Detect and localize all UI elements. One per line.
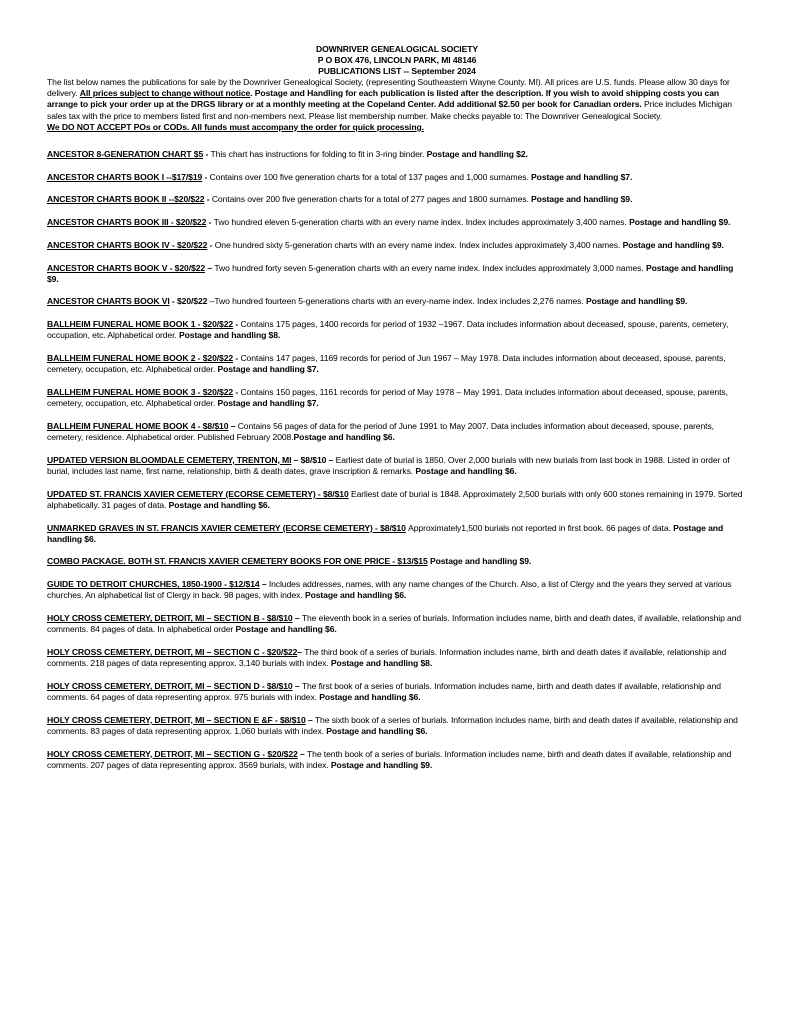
document-page: [47, 44, 747, 783]
intro-shipping-notice: . Postage and Handling for each publication is listed after the description. If you wish to avoid shipping costs you can arrange to pick your order up at the DRGS library or at a monthly meeting at the Copeland Center. Add additional $2.50 per book for Canadian orders.: [47, 88, 720, 110]
publication-price-separator: -: [233, 319, 241, 330]
publication-title: ANCESTOR 8-GENERATION CHART $5: [47, 149, 204, 160]
publication-title: HOLY CROSS CEMETERY, DETROIT, MI – SECTION B - $8/$10: [47, 613, 293, 624]
publication-description: One hundred sixty 5-generation charts with an every name index. Index includes approximately 3,400 names.: [214, 239, 623, 250]
publication-entry: [47, 387, 747, 409]
intro-text-1: The list below names the publications for sale by the Downriver Genealogical Society, (representing Southeastern Wayne County. MI). All prices are U.S. funds. Please allow 30 days for delivery.: [47, 77, 730, 99]
postage-and-handling: Postage and handling $9.: [629, 217, 731, 228]
page-header: [47, 44, 747, 77]
publication-entry: [47, 749, 747, 771]
publication-title: ANCESTOR CHARTS BOOK V - $20/$22: [47, 262, 206, 273]
publication-description: –Two hundred fourteen 5-generations charts with an every-name index. Index includes 2,276 names.: [209, 296, 586, 307]
postage-and-handling: Postage and handling $6.: [168, 499, 270, 510]
postage-and-handling: Postage and handling $7.: [217, 398, 319, 409]
publication-description: Contains over 100 five generation charts for a total of 137 pages and 1,000 surnames.: [209, 171, 532, 182]
postage-and-handling: Postage and handling $6.: [319, 692, 421, 703]
postage-and-handling: Postage and handling $9.: [429, 556, 532, 567]
publication-title: UPDATED VERSION BLOOMDALE CEMETERY, TRENTON, MI: [47, 454, 292, 465]
publication-entry: [47, 613, 747, 635]
publication-description: Contains 175 pages, 1400 records for period of 1932 –1967. Data includes information about deceased, spouse, parents, cemetery, occupation, etc. Alphabetical order.: [47, 319, 729, 341]
publication-price-separator: -: [207, 239, 215, 250]
publication-price-separator: –: [297, 748, 307, 759]
publication-price-separator: –: [305, 714, 315, 725]
publication-title: HOLY CROSS CEMETERY, DETROIT, MI – SECTION D - $8/$10: [47, 680, 293, 691]
postage-and-handling: Postage and handling $6.: [326, 726, 428, 737]
postage-and-handling: Postage and handling $8.: [330, 658, 433, 669]
publication-entry: [47, 263, 747, 285]
postage-and-handling: Postage and handling $8.: [178, 330, 281, 341]
publication-price-separator: –: [292, 613, 302, 624]
publication-title: UNMARKED GRAVES IN ST. FRANCIS XAVIER CEMETERY (ECORSE CEMETERY) - $8/$10: [47, 522, 406, 533]
postage-and-handling: Postage and handling $6.: [47, 522, 724, 544]
publication-title: COMBO PACKAGE. BOTH ST. FRANCIS XAVIER CEMETERY BOOKS FOR ONE PRICE - $13/$15: [47, 556, 428, 567]
intro-paragraph: [47, 77, 747, 133]
publication-price-separator: -: [202, 171, 210, 182]
publication-entry: [47, 523, 747, 545]
postage-and-handling: Postage and handling $9.: [47, 262, 734, 284]
postage-and-handling: Postage and handling $9.: [622, 239, 724, 250]
publication-description: Earliest date of burial is 1850. Over 2,000 burials with new burials from last book in 1988. Listed in order of burial, includes last name, first name, relationship, birth & death dates, grave inscription & remarks.: [47, 454, 730, 476]
postage-and-handling: Postage and handling $7.: [531, 171, 633, 182]
publication-title: HOLY CROSS CEMETERY, DETROIT, MI – SECTION E &F - $8/$10: [47, 714, 306, 725]
publication-entry: [47, 172, 747, 183]
publication-description: Approximately1,500 burials not reported in first book. 66 pages of data.: [408, 522, 674, 533]
publication-entry: [47, 455, 747, 477]
publication-title: ANCESTOR CHARTS BOOK IV - $20/$22: [47, 239, 208, 250]
publication-list: [47, 149, 747, 771]
publication-description: Contains over 200 five generation charts for a total of 277 pages and 1800 surnames.: [211, 194, 532, 205]
publication-price-separator: -: [204, 194, 212, 205]
publication-entry: [47, 149, 747, 160]
publication-title: ANCESTOR CHARTS BOOK I --$17/$19: [47, 171, 203, 182]
publication-price-separator: –: [292, 680, 302, 691]
publication-description: This chart has instructions for folding to fit in 3-ring binder.: [210, 149, 427, 160]
publication-description: The tenth book of a series of burials. Information includes name, birth and death dates if available, relationship and comments. 207 pages of data representing approx. 3569 burials, with index.: [47, 748, 732, 770]
intro-payment-notice: We DO NOT ACCEPT POs or CODs. All funds must accompany the order for quick processing.: [47, 121, 424, 132]
publication-price-separator: -: [233, 386, 241, 397]
publication-description: The eleventh book in a series of burials. Information includes name, birth and death dates, if available, relationship and comments. 84 pages of data. In alphabetical order: [47, 613, 742, 635]
publication-description: Two hundred eleven 5-generation charts with an every name index. Index includes approximately 3,400 names.: [213, 217, 630, 228]
publication-title: UPDATED ST. FRANCIS XAVIER CEMETERY (ECORSE CEMETERY) - $8/$10: [47, 488, 349, 499]
publication-description: The third book of a series of burials. Information includes name, birth and death dates if available, relationship and comments. 218 pages of data representing approx. 3,140 burials with index.: [47, 647, 727, 669]
publication-price-separator: -: [206, 217, 214, 228]
intro-price-notice: All prices subject to change without notice: [79, 88, 251, 99]
publication-price-separator: – $8/$10 –: [291, 454, 336, 465]
publication-entry: [47, 647, 747, 669]
publication-entry: [47, 194, 747, 205]
publication-entry: [47, 353, 747, 375]
publication-entry: [47, 579, 747, 601]
publication-title: BALLHEIM FUNERAL HOME BOOK 2 - $20/$22: [47, 353, 234, 364]
publication-title: HOLY CROSS CEMETERY, DETROIT, MI – SECTION C - $20/$22: [47, 647, 298, 657]
publication-title: BALLHEIM FUNERAL HOME BOOK 1 - $20/$22: [47, 319, 234, 330]
publication-description: Contains 56 pages of data for the period of June 1991 to May 2007. Data includes information about deceased, spouse, parents, cemetery, residence. Alphabetical order. Published February 2008.: [47, 420, 714, 443]
publication-description: Contains 147 pages, 1169 records for period of Jun 1967 – May 1978. Data includes information about deceased, spouse, parents, cemetery, occupation, etc. Alphabetical order.: [47, 353, 726, 375]
publication-title: ANCESTOR CHARTS BOOK II --$20/$22: [47, 194, 205, 205]
postage-and-handling: Postage and handling $6.: [293, 432, 395, 443]
publication-entry: [47, 715, 747, 737]
publication-entry: [47, 489, 747, 511]
publication-entry: [47, 556, 747, 567]
publication-description: Contains 150 pages, 1161 records for period of May 1978 – May 1991. Data includes information about deceased, spouse, parents, cemetery, occupation, etc. Alphabetical order.: [47, 386, 728, 409]
postage-and-handling: Postage and handling $6.: [415, 465, 517, 476]
postage-and-handling: Postage and handling $7.: [217, 364, 319, 375]
publication-entry: [47, 240, 747, 251]
publication-price-separator: –: [205, 262, 215, 273]
publication-title: ANCESTOR CHARTS BOOK III - $20/$22: [47, 217, 207, 228]
publication-entry: [47, 319, 747, 341]
publication-title: BALLHEIM FUNERAL HOME BOOK 4 - $8/$10: [47, 420, 229, 431]
society-name: DOWNRIVER GENEALOGICAL SOCIETY: [315, 44, 479, 54]
publication-price-separator: –: [228, 420, 238, 431]
publication-description: Two hundred forty seven 5-generation charts with an every name index. Index includes approximately 3,000 names.: [214, 262, 646, 273]
publication-price-separator: -: [203, 149, 211, 160]
society-address: P O BOX 476, LINCOLN PARK, MI 48146: [317, 55, 477, 65]
publication-price-separator: –: [259, 579, 269, 590]
publication-title: HOLY CROSS CEMETERY, DETROIT, MI – SECTION G - $20/$22: [47, 748, 298, 759]
postage-and-handling: Postage and handling $6.: [235, 624, 337, 635]
publication-description: Earliest date of burial is 1848. Approximately 2,500 burials with only 600 stones remaining in 1979. Sorted alphabetically. 31 pages of data.: [47, 488, 743, 510]
publication-price-separator: –: [297, 647, 305, 657]
publication-title: GUIDE TO DETROIT CHURCHES, 1850-1900 - $12/$14: [47, 579, 260, 590]
publication-entry: [47, 217, 747, 228]
postage-and-handling: Postage and handling $9.: [330, 759, 433, 770]
publication-description: The first book of a series of burials. Information includes name, birth and death dates if available, relationship and comments. 64 pages of data representing approx. 975 burials with index.: [47, 680, 721, 703]
publication-entry: [47, 296, 747, 307]
publication-title: BALLHEIM FUNERAL HOME BOOK 3 - $20/$22: [47, 386, 234, 397]
publication-description: Includes addresses, names, with any name changes of the Church. Also, a list of Clergy and the years they served at various churches. An alphabetical list of Clergy in back. 98 pages, with index.: [47, 579, 732, 601]
publication-price-separator: -: [233, 353, 241, 364]
postage-and-handling: Postage and handling $6.: [304, 590, 407, 601]
postage-and-handling: Postage and handling $9.: [585, 296, 688, 307]
publication-title: ANCESTOR CHARTS BOOK VI: [47, 296, 170, 307]
postage-and-handling: Postage and handling $2.: [426, 149, 528, 160]
intro-text-2: Price includes Michigan sales tax with the price to members listed first and non-members next. Please list membership number. Make checks payable to: The Downriver Genealogical Society.: [47, 99, 732, 121]
list-title: PUBLICATIONS LIST -- September 2024: [318, 66, 476, 76]
publication-entry: [47, 421, 747, 443]
publication-entry: [47, 681, 747, 703]
publication-price-separator: - $20/$22: [169, 296, 210, 307]
publication-description: The sixth book of a series of burials. Information includes name, birth and death dates if available, relationship and comments. 83 pages of data representing approx. 1,060 burials with index.: [47, 714, 738, 737]
postage-and-handling: Postage and handling $9.: [531, 194, 633, 205]
